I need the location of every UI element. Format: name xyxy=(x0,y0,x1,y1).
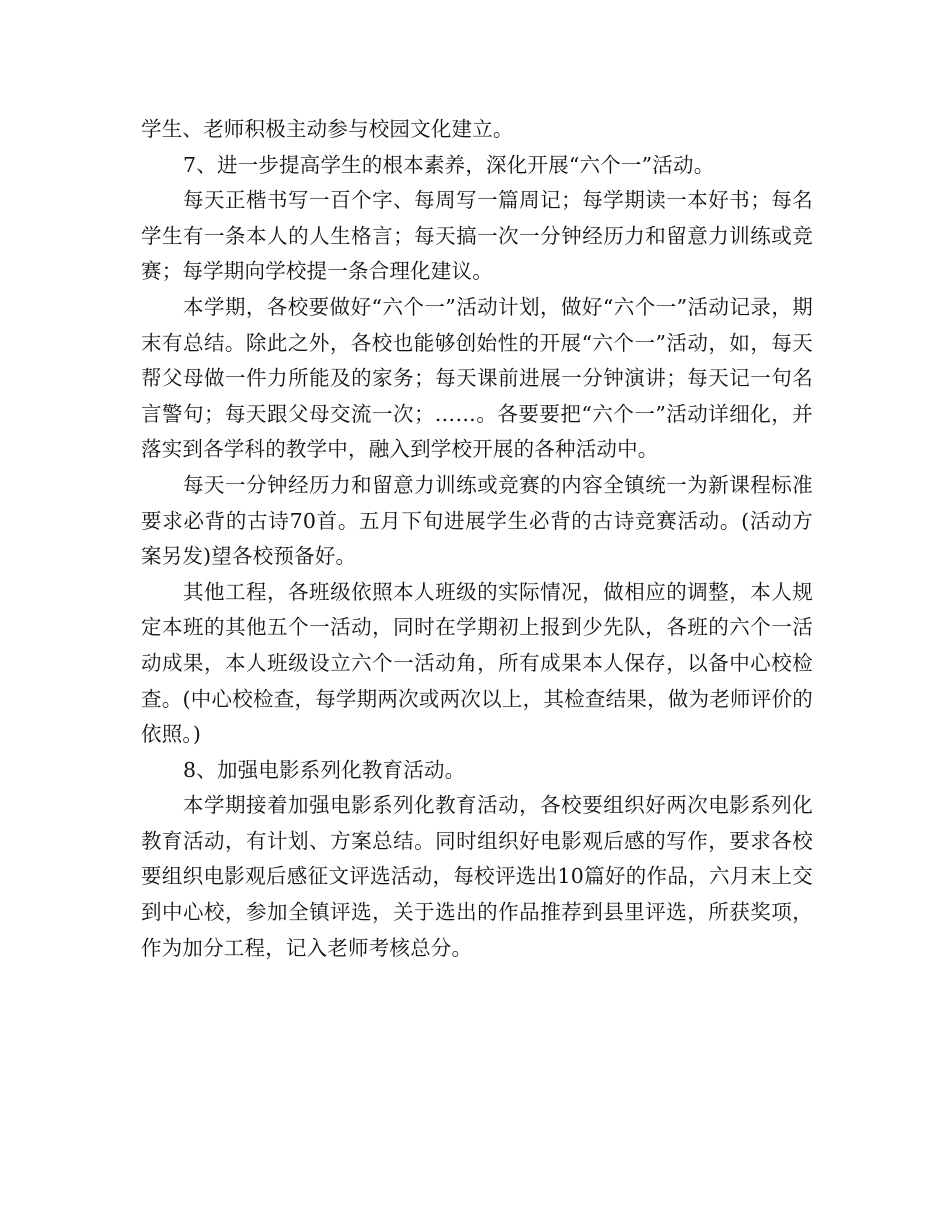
paragraph-film-education: 本学期接着加强电影系列化教育活动，各校要组织好两次电影系列化教育活动，有计划、方案总结。同时组织好电影观后感的写作，要求各校要组织电影观后感征文评选活动，每校评选出10篇好的作品，六月末上交到中心校，参加全镇评选，关于选出的作品推荐到县里评选，所获奖项，作为加分工程，记入老师考核总分。 xyxy=(141,793,813,960)
paragraph-item-8-heading: 8、加强电影系列化教育活动。 xyxy=(183,757,466,782)
paragraph-semester-plan: 本学期，各校要做好“六个一”活动计划，做好“六个一”活动记录，期末有总结。除此之外，各校也能够创始性的开展“六个一”活动，如，每天帮父母做一件力所能及的家务；每天课前进展一分钟演讲；每天记一句名言警句；每天跟父母交流一次；……。各要要把“六个一”活动详细化，并落实到各学科的教学中，融入到学校开展的各种活动中。 xyxy=(141,294,813,462)
paragraph-continuation: 学生、老师积极主动参与校园文化建立。 xyxy=(141,117,514,141)
paragraph-poem-contest: 每天一分钟经历力和留意力训练或竞赛的内容全镇统一为新课程标准要求必背的古诗70首。五月下旬进展学生必背的古诗竞赛活动。(活动方案另发)望各校预备好。 xyxy=(141,472,813,569)
document-body xyxy=(141,112,813,966)
paragraph-other-projects: 其他工程，各班级依照本人班级的实际情况，做相应的调整，本人规定本班的其他五个一活动，同时在学期初上报到少先队，各班的六个一活动成果，本人班级设立六个一活动角，所有成果本人保存，以备中心校检查。(中心校检查，每学期两次或两次以上，其检查结果，做为老师评价的依照。) xyxy=(141,579,813,747)
paragraph-item-7-heading: 7、进一步提高学生的根本素养，深化开展“六个一”活动。 xyxy=(183,152,715,177)
paragraph-six-ones-list: 每天正楷书写一百个字、每周写一篇周记；每学期读一本好书；每名学生有一条本人的人生格言；每天搞一次一分钟经历力和留意力训练或竞赛；每学期向学校提一条合理化建议。 xyxy=(141,188,813,284)
